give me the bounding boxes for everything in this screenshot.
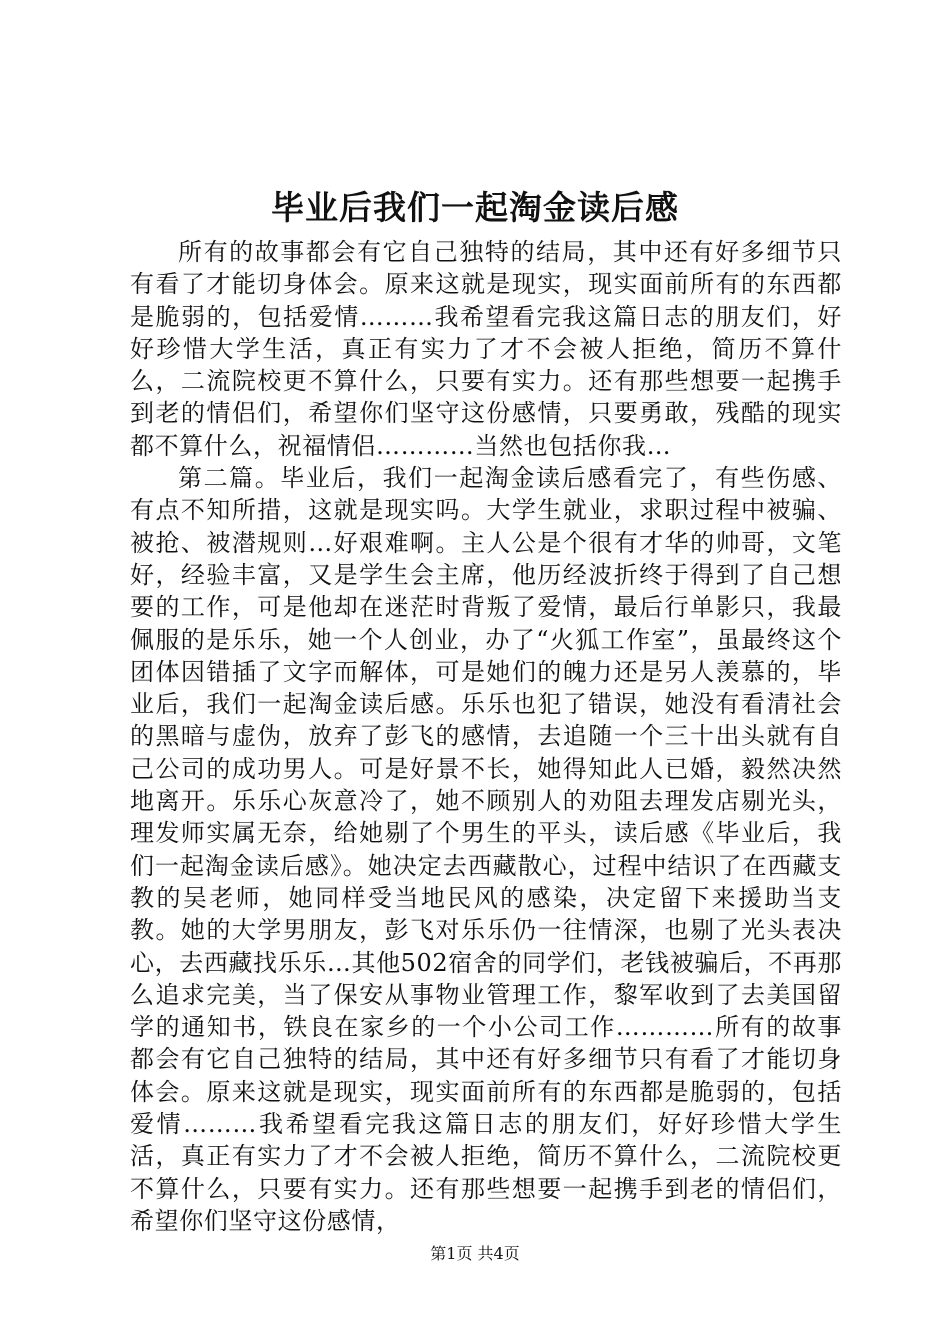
- paragraph-2: 第二篇。毕业后，我们一起淘金读后感看完了，有些伤感、有点不知所措，这就是现实吗。大学生就业，求职过程中被骗、被抢、被潜规则…好艰难啊。主人公是个很有才华的帅哥，文笔好，经验丰富，又是学生会主席，他历经波折终于得到了自己想要的工作，可是他却在迷茫时背叛了爱情，最后行单影只，我最佩服的是乐乐，她一个人创业，办了“火狐工作室”，虽最终这个团体因错插了文字而解体，可是她们的魄力还是另人羡慕的，毕业后，我们一起淘金读后感。乐乐也犯了错误，她没有看清社会的黑暗与虚伪，放弃了彭飞的感情，去追随一个三十出头就有自己公司的成功男人。可是好景不长，她得知此人已婚，毅然决然地离开。乐乐心灰意冷了，她不顾别人的劝阻去理发店剔光头，理发师实属无奈，给她剔了个男生的平头，读后感《毕业后，我们一起淘金读后感》。她决定去西藏散心，过程中结识了在西藏支教的吴老师，她同样受当地民风的感染，决定留下来援助当支教。她的大学男朋友，彭飞对乐乐仍一往情深，也剔了光头表决心，去西藏找乐乐…其他502宿舍的同学们，老钱被骗后，不再那么追求完美，当了保安从事物业管理工作，黎军收到了去美国留学的通知书，铁良在家乡的一个小公司工作…………所有的故事都会有它自己独特的结局，其中还有好多细节只有看了才能切身体会。原来这就是现实，现实面前所有的东西都是脆弱的，包括爱情………我希望看完我这篇日志的朋友们，好好珍惜大学生活，真正有实力了才不会被人拒绝，简历不算什么，二流院校更不算什么，只要有实力。还有那些想要一起携手到老的情侣们，希望你们坚守这份感情，: [130, 464, 842, 1235]
- document-title: 毕业后我们一起淘金读后感: [271, 188, 679, 227]
- page-number-footer: 第1页 共4页: [430, 1244, 520, 1263]
- document-body: [130, 236, 842, 1237]
- paragraph-1: 所有的故事都会有它自己独特的结局，其中还有好多细节只有看了才能切身体会。原来这就是现实，现实面前所有的东西都是脆弱的，包括爱情………我希望看完我这篇日志的朋友们，好好珍惜大学生活，真正有实力了才不会被人拒绝，简历不算什么，二流院校更不算什么，只要有实力。还有那些想要一起携手到老的情侣们，希望你们坚守这份感情，只要勇敢，残酷的现实都不算什么，祝福情侣…………当然也包括你我…: [130, 238, 842, 460]
